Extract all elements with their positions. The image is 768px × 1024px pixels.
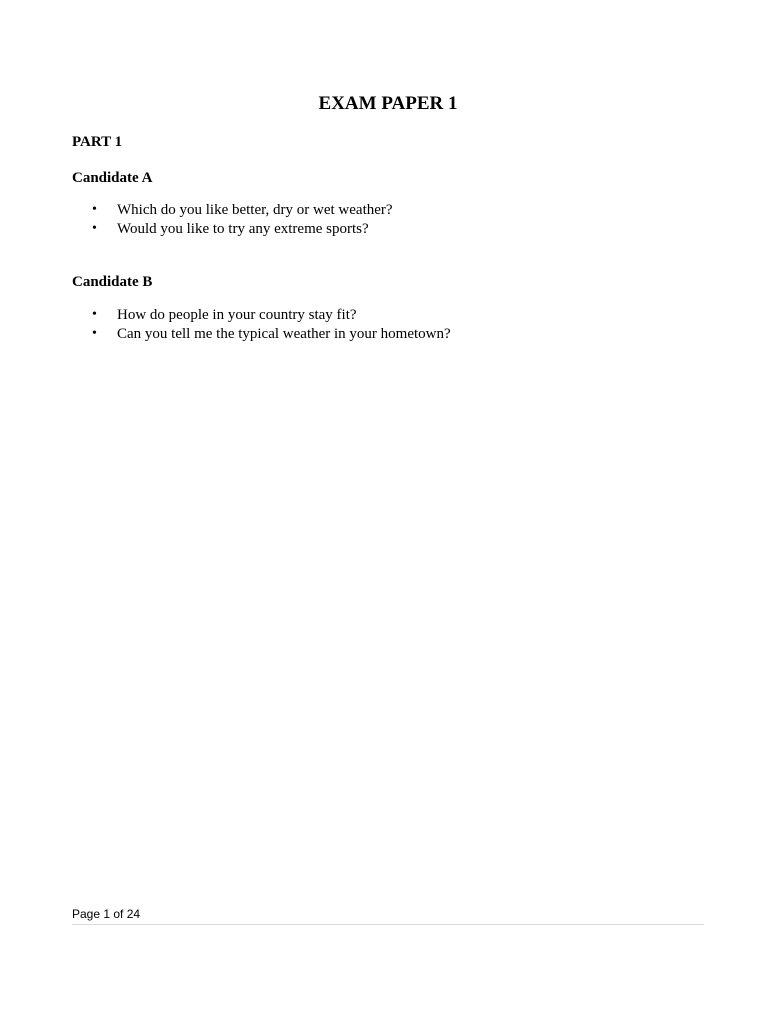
question-text: How do people in your country stay fit? — [117, 307, 357, 323]
page-title: EXAM PAPER 1 — [318, 93, 458, 114]
list-item — [72, 325, 451, 344]
question-list-candidate-b — [72, 306, 451, 343]
question-text: Can you tell me the typical weather in your hometown? — [117, 325, 451, 342]
footer-divider — [72, 924, 704, 925]
bullet-icon: • — [92, 325, 97, 341]
section-heading-candidate-a: Candidate A — [72, 170, 153, 186]
question-text: Which do you like better, dry or wet weather? — [117, 202, 393, 218]
list-item — [72, 306, 451, 325]
bullet-icon: • — [92, 220, 97, 236]
section-heading-candidate-b: Candidate B — [72, 274, 153, 290]
question-text: Would you like to try any extreme sports? — [117, 220, 369, 237]
question-list-candidate-a — [72, 201, 393, 238]
list-item — [72, 220, 393, 239]
part-heading: PART 1 — [72, 134, 123, 150]
page-number-footer: Page 1 of 24 — [72, 907, 141, 921]
list-item — [72, 201, 393, 220]
bullet-icon: • — [92, 202, 97, 217]
bullet-icon: • — [92, 307, 97, 322]
